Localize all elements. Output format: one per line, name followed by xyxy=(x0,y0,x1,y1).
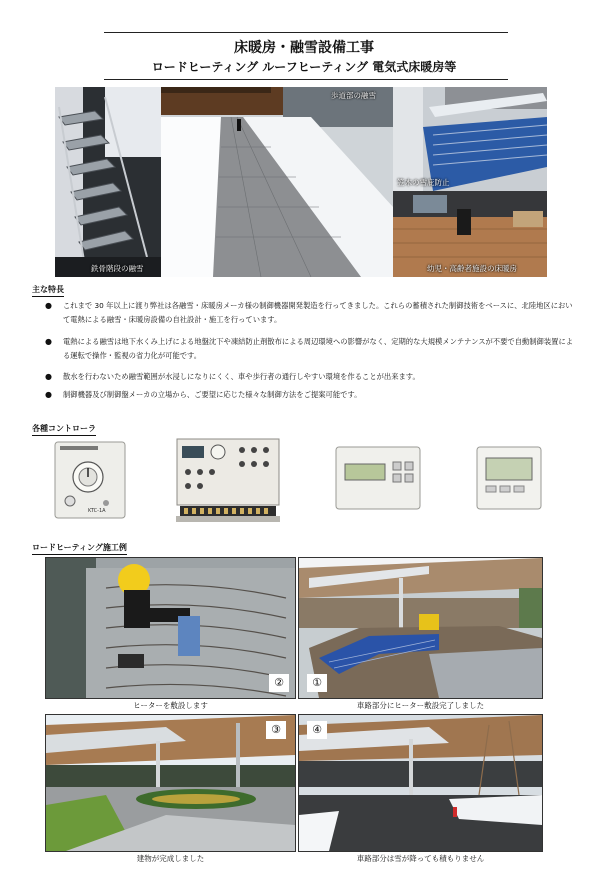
feature-item-3 xyxy=(45,370,575,384)
case-photo-2 xyxy=(45,557,296,699)
photo-floor-heating xyxy=(393,191,547,277)
case-badge: ③ xyxy=(266,721,286,739)
page-title: 床暖房・融雪設備工事 xyxy=(234,40,374,56)
dial-model-label: KTC-1A xyxy=(88,508,106,514)
page-subtitle: ロードヒーティング ルーフヒーティング 電気式床暖房等 xyxy=(151,60,457,74)
case-badge: ④ xyxy=(307,721,327,739)
case-caption-2: ヒーターを敷設します xyxy=(133,701,208,710)
bullet-icon: ● xyxy=(45,301,52,310)
header-rule-top xyxy=(104,32,508,33)
case-photo-3 xyxy=(45,714,296,852)
panel-controller-image xyxy=(476,446,542,510)
feature-item-1 xyxy=(45,299,575,327)
photo-walkway xyxy=(161,87,393,277)
feature-item-2 xyxy=(45,335,575,363)
case-photo-4 xyxy=(298,714,543,852)
digital-controller-image xyxy=(335,446,421,510)
floor-caption: 幼児・高齢者施設の床暖房 xyxy=(427,264,517,273)
walkway-caption: 歩道部の融雪 xyxy=(331,91,376,100)
feature-text: 散水を行わないため融雪範囲が水浸しになりにくく、車や歩行者の通行しやすい環境を作ることが出来ます。 xyxy=(63,372,420,381)
bullet-icon: ● xyxy=(45,390,52,399)
case-caption-1: 車路部分にヒーター敷設完了しました xyxy=(356,701,485,710)
features-heading: 主な特長 xyxy=(32,284,64,297)
feature-text: 制御機器及び制御盤メーカの立場から、ご要望に応じた様々な制御方法をご提案可能です。 xyxy=(63,390,362,399)
photo-steel-stairs xyxy=(55,87,161,277)
control-panel-image xyxy=(176,438,280,524)
case-caption-4: 車路部分は雪が降っても積もりません xyxy=(356,854,485,863)
case-badge: ② xyxy=(269,674,289,692)
feature-text: 電熱による融雪は地下水くみ上げによる地盤沈下や凍結防止剤散布による周辺環境への影響がなく、定期的な大規模メンテナンスが不要で自動制御装置による運転で操作・監視の省力化が可能です。 xyxy=(63,337,574,360)
photo-roof-coping xyxy=(393,87,547,191)
case-caption-3: 建物が完成しました xyxy=(136,854,205,863)
case-badge: ① xyxy=(307,674,327,692)
feature-text: これまで 30 年以上に渡り弊社は各融雪・床暖房メーカ様の制御機器開発製造を行ってきました。これらの蓄積された制御技術をベースに、北陸地区において電熱による融雪・床暖房設備の自社設計・施工を行っています。 xyxy=(63,301,573,324)
cases-heading: ロードヒーティング施工例 xyxy=(32,542,127,555)
bullet-icon: ● xyxy=(45,372,52,381)
feature-item-4 xyxy=(45,388,575,402)
dial-controller-image xyxy=(54,441,126,519)
bullet-icon: ● xyxy=(45,337,52,346)
controllers-heading: 各種コントローラ xyxy=(32,423,96,436)
stairs-caption: 鉄骨階段の融雪 xyxy=(91,264,144,273)
case-photo-1 xyxy=(298,557,543,699)
header-rule-bottom xyxy=(104,79,508,80)
roof-caption: 笠木の雪庇防止 xyxy=(397,178,450,187)
